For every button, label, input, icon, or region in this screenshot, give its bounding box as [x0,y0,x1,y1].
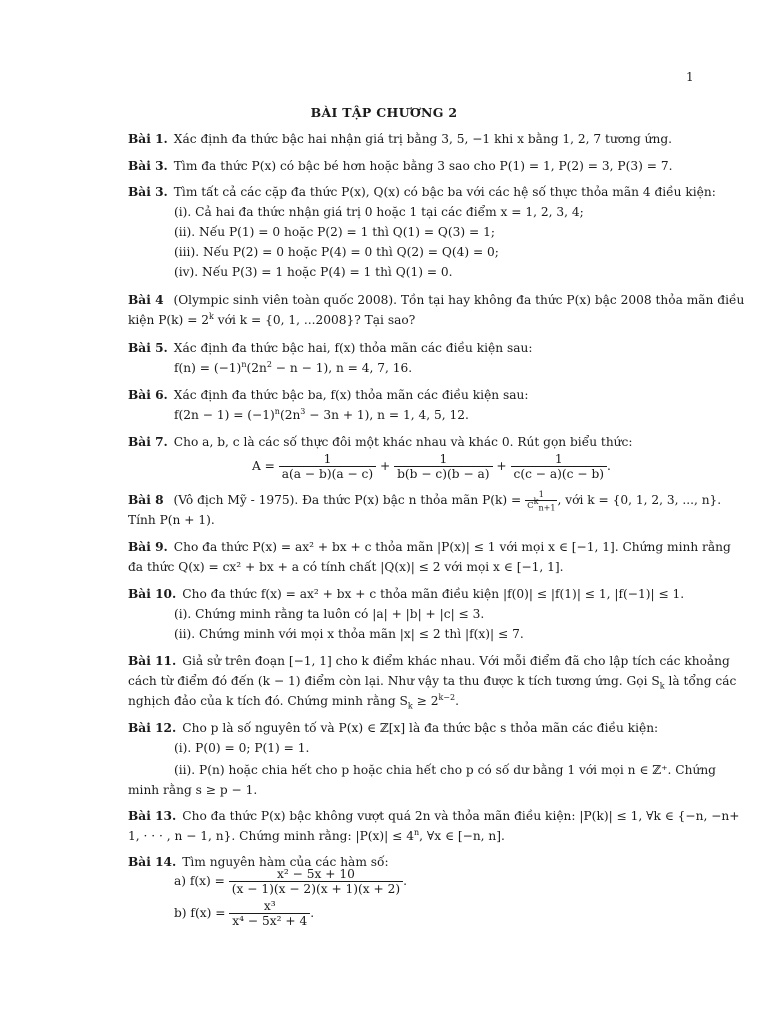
exercise-label: Bài 3. [128,185,168,199]
exercise-3 [128,156,694,176]
formula-a [174,867,407,896]
exercise-text: Tồn tại hay không đa thức P(x) bậc 2008 thỏa mãn điều [400,293,745,307]
text-fragment: b) f(x) = [174,906,226,920]
text-fragment: + [380,459,391,473]
exercise-text: Tìm tất cả các cặp đa thức P(x), Q(x) có bậc ba với các hệ số thực thỏa mãn 4 điều kiện: [173,185,716,199]
exercise-label: Bài 7. [128,435,168,449]
text-fragment: kiện P(k) = 2 [128,313,210,327]
text-fragment: là tổng các [664,674,737,688]
denominator: x⁴ − 5x² + 4 [232,914,308,928]
exercise-9-line2: đa thức Q(x) = cx² + bx + a có tính chất |Q(x)| ≤ 2 với mọi x ∈ [−1, 1]. [128,560,564,574]
text-fragment: − 3n + 1), n = 1, 4, 5, 12. [305,408,469,422]
exercise-text: Tìm nguyên hàm của các hàm số: [182,855,389,869]
text-fragment: (2n [279,408,301,422]
exercise-text: Xác định đa thức bậc hai, f(x) thỏa mãn các điều kiện sau: [173,341,533,355]
exercise-11-line3 [128,691,694,711]
exercise-1 [128,129,694,149]
exercise-7 [128,432,694,452]
numerator: 1 [394,452,492,467]
superscript: k−2 [438,692,456,702]
exercise-4 [128,290,745,310]
condition-item: (i). P(0) = 0; P(1) = 1. [174,741,310,755]
denominator: c(c − a)(c − b) [513,467,604,481]
exercise-label: Bài 11. [128,654,177,668]
text-fragment: Đa thức P(x) bậc n thỏa mãn P(k) = [302,493,522,507]
text-fragment: A = [252,459,275,473]
subscript: k [659,681,665,691]
exercise-13 [128,806,740,826]
exercise-11 [128,651,730,671]
exercise-13-line2 [128,826,694,846]
exercise-text: Cho đa thức f(x) = ax² + bx + c thỏa mãn điều kiện |f(0)| ≤ |f(1)| ≤ 1, |f(−1)| ≤ 1. [182,587,685,601]
text-fragment: f(2n − 1) = (−1) [174,408,275,422]
superscript: k [533,496,539,506]
fraction [525,491,557,511]
condition-item: (iv). Nếu P(3) = 1 hoặc P(4) = 1 thì Q(1) = 0. [174,265,453,279]
exercise-label: Bài 6. [128,388,168,402]
condition-item: (ii). Nếu P(1) = 0 hoặc P(2) = 1 thì Q(1) = Q(3) = 1; [174,225,496,239]
denominator [525,496,557,513]
exercise-text: Tìm đa thức P(x) có bậc bé hơn hoặc bằng 3 sao cho P(1) = 1, P(2) = 3, P(3) = 7. [173,159,673,173]
formula [174,405,469,425]
subscript: n+1 [538,503,556,513]
page-number: 1 [686,70,694,84]
exercise-text: Cho p là số nguyên tố và P(x) ∈ ℤ[x] là đa thức bậc s thỏa mãn các điều kiện: [182,721,659,735]
numerator: 1 [511,452,607,467]
condition-item: (i). Chứng minh rằng ta luôn có |a| + |b| + |c| ≤ 3. [174,607,485,621]
exercise-source: (Vô địch Mỹ - 1975). [173,493,299,507]
exercise-text: Cho đa thức P(x) bậc không vượt quá 2n và thỏa mãn điều kiện: |P(k)| ≤ 1, ∀k ∈ {−n, −n+ [182,809,740,823]
exercise-12-line3: minh rằng s ≥ p − 1. [128,783,258,797]
text-fragment: 1, · · · , n − 1, n}. Chứng minh rằng: |P(x)| ≤ 4 [128,829,414,843]
fraction [511,452,607,481]
exercise-3b [128,182,716,202]
exercise-6 [128,385,694,405]
text-fragment: C [527,500,534,511]
exercise-label: Bài 9. [128,540,168,554]
superscript: k [209,311,214,321]
condition-item: (ii). Chứng minh với mọi x thỏa mãn |x| ≤ 2 thì |f(x)| ≤ 7. [174,627,524,641]
exercise-label: Bài 8 [128,493,164,507]
text-fragment: . [403,874,408,888]
exercise-source: (Olympic sinh viên toàn quốc 2008). [173,293,398,307]
fraction [394,452,492,481]
text-fragment: cách từ điểm đó đến (k − 1) điểm còn lại. Như vậy ta thu được k tích tương ứng. Gọi S [128,674,660,688]
fraction [279,452,376,481]
numerator: x² − 5x + 10 [229,867,403,882]
page-title: BÀI TẬP CHƯƠNG 2 [310,105,458,120]
exercise-label: Bài 12. [128,721,177,735]
exercise-label: Bài 10. [128,587,177,601]
text-fragment: , với k = {0, 1, 2, 3, ..., n}. [557,493,722,507]
exercise-label: Bài 4 [128,293,164,307]
superscript: n [274,406,280,416]
formula [174,358,412,378]
numerator: x³ [229,899,310,914]
exercise-label: Bài 14. [128,855,177,869]
exercise-text: Giả sử trên đoạn [−1, 1] cho k điểm khác nhau. Với mỗi điểm đã cho lập tích các khoảng [182,654,730,668]
text-fragment: . [455,694,459,708]
superscript: n [413,827,420,837]
exercise-text: Cho a, b, c là các số thực đôi một khác nhau và khác 0. Rút gọn biểu thức: [173,435,633,449]
superscript: n [241,359,247,369]
numerator: 1 [279,452,376,467]
formula-b [174,899,314,928]
condition-item: (i). Cả hai đa thức nhận giá trị 0 hoặc 1 tại các điểm x = 1, 2, 3, 4; [174,205,584,219]
superscript: 2 [266,359,272,369]
denominator: b(b − c)(b − a) [397,467,490,481]
exercise-11-line2 [128,671,737,691]
exercise-8 [128,489,722,513]
exercise-5 [128,338,694,358]
exercise-8-line2: Tính P(n + 1). [128,513,215,527]
text-fragment: . [310,906,315,920]
text-fragment: ≥ 2 [412,694,439,708]
fraction [229,867,403,896]
superscript: 3 [300,406,306,416]
exercise-9 [128,537,731,557]
exercise-12 [128,718,694,738]
text-fragment: , ∀x ∈ [−n, n]. [419,829,505,843]
text-fragment: với k = {0, 1, ...2008}? Tại sao? [213,313,416,327]
text-fragment: f(n) = (−1) [174,361,242,375]
subscript: k [407,701,413,711]
text-fragment: (2n [246,361,267,375]
exercise-text: Cho đa thức P(x) = ax² + bx + c thỏa mãn |P(x)| ≤ 1 với mọi x ∈ [−1, 1]. Chứng minh rằng [173,540,731,554]
exercise-label: Bài 13. [128,809,177,823]
exercise-10 [128,584,694,604]
exercise-label: Bài 5. [128,341,168,355]
exercise-text: Xác định đa thức bậc hai nhận giá trị bằng 3, 5, −1 khi x bằng 1, 2, 7 tương ứng. [173,132,673,146]
exercise-label: Bài 3. [128,159,168,173]
denominator: a(a − b)(a − c) [281,467,374,481]
exercise-label: Bài 1. [128,132,168,146]
fraction [229,899,310,928]
text-fragment: . [607,459,611,473]
text-fragment: − n − 1), n = 4, 7, 16. [271,361,413,375]
text-fragment: + [496,459,507,473]
numerator: 1 [525,491,557,501]
denominator: (x − 1)(x − 2)(x + 1)(x + 2) [231,882,401,896]
display-formula [252,452,611,481]
condition-item: (ii). P(n) hoặc chia hết cho p hoặc chia hết cho p có số dư bằng 1 với mọi n ∈ ℤ⁺. Chứng [174,763,716,777]
text-fragment: a) f(x) = [174,874,225,888]
condition-item: (iii). Nếu P(2) = 0 hoặc P(4) = 0 thì Q(2) = Q(4) = 0; [174,245,499,259]
exercise-4-line2 [128,310,694,330]
text-fragment: nghịch đảo của k tích đó. Chứng minh rằng S [128,694,408,708]
exercise-text: Xác định đa thức bậc ba, f(x) thỏa mãn các điều kiện sau: [173,388,529,402]
